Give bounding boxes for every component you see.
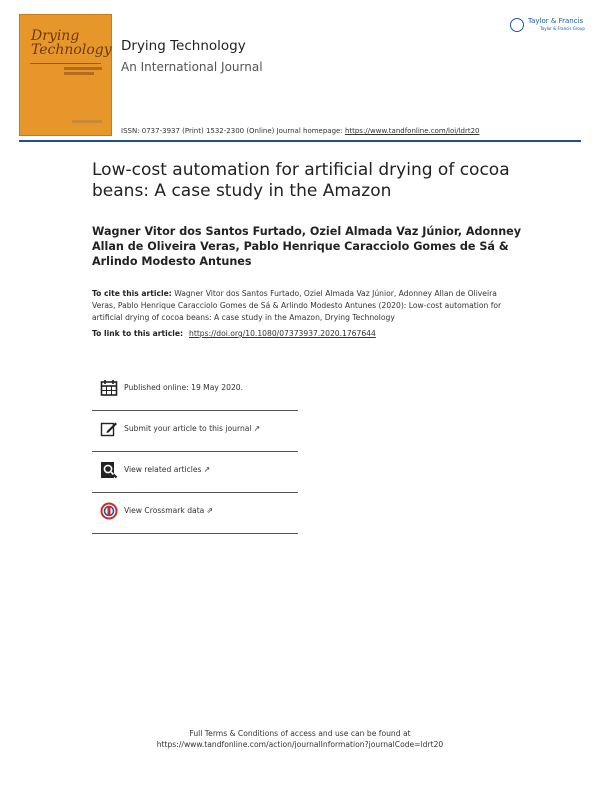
article-actions	[92, 370, 298, 534]
journal-cover-image	[19, 14, 112, 136]
external-link-icon: ↗	[253, 424, 261, 433]
terms-link[interactable]: https://www.tandfonline.com/action/journalInformation?journalCode=ldrt20	[156, 740, 444, 749]
citation-text: Wagner Vitor dos Santos Furtado, Oziel Almada Vaz Júnior, Adonney Allan de Oliveira Veras, Pablo Henrique Caracciolo Gomes de Sá & Arlindo Modesto Antunes (2020): Low-cost automation for artificial drying of cocoa beans: A case study in the Amazon, Drying Technology	[92, 289, 502, 322]
footer	[0, 728, 600, 750]
crossmark-row[interactable]	[92, 493, 298, 534]
submit-article-row[interactable]	[92, 411, 298, 452]
crossmark-link[interactable]: View Crossmark data ⇗	[124, 506, 214, 515]
journal-homepage-link[interactable]: https://www.tandfonline.com/loi/ldrt20	[344, 127, 480, 135]
crossmark-link-icon: ⇗	[206, 506, 214, 515]
cover-subtext	[64, 67, 102, 70]
published-row	[92, 370, 298, 411]
article-doi-link[interactable]: https://doi.org/10.1080/07373937.2020.1767644	[189, 329, 376, 338]
header-divider	[19, 140, 581, 142]
edit-icon	[100, 420, 118, 438]
issn-text: ISSN: 0737-3937 (Print) 1532-2300 (Online) Journal homepage:	[121, 127, 345, 135]
cover-title: Drying Technology	[31, 28, 112, 58]
issn-line	[121, 127, 480, 135]
calendar-icon	[100, 379, 118, 397]
terms-text: Full Terms & Conditions of access and use can be found at	[189, 729, 411, 738]
citation-block	[92, 288, 522, 324]
related-articles-row[interactable]	[92, 452, 298, 493]
journal-subtitle: An International Journal	[121, 60, 263, 74]
publisher-logo[interactable]	[510, 17, 586, 35]
article-link-block	[92, 329, 376, 338]
article-link-label: To link to this article:	[92, 329, 184, 338]
publisher-logo-icon	[510, 18, 524, 32]
search-icon	[100, 461, 118, 479]
cover-footer	[72, 120, 102, 123]
published-date: Published online: 19 May 2020.	[124, 383, 244, 392]
article-authors: Wagner Vitor dos Santos Furtado, Oziel Almada Vaz Júnior, Adonney Allan de Oliveira Veras, Pablo Henrique Caracciolo Gomes de Sá & Arlindo Modesto Antunes	[92, 225, 522, 268]
publisher-logo-group: Taylor & Francis Group	[540, 26, 585, 31]
cover-subtext	[64, 72, 94, 75]
citation-label: To cite this article:	[92, 289, 172, 298]
publisher-logo-name: Taylor & Francis	[528, 17, 584, 25]
related-articles-link[interactable]: View related articles ↗	[124, 465, 211, 474]
article-title: Low-cost automation for artificial drying of cocoa beans: A case study in the Amazon	[92, 160, 510, 201]
journal-title[interactable]: Drying Technology	[121, 38, 246, 54]
submit-article-link[interactable]: Submit your article to this journal ↗	[124, 424, 261, 433]
crossmark-icon	[100, 502, 118, 520]
external-link-icon: ↗	[203, 465, 211, 474]
cover-rule	[30, 63, 101, 64]
